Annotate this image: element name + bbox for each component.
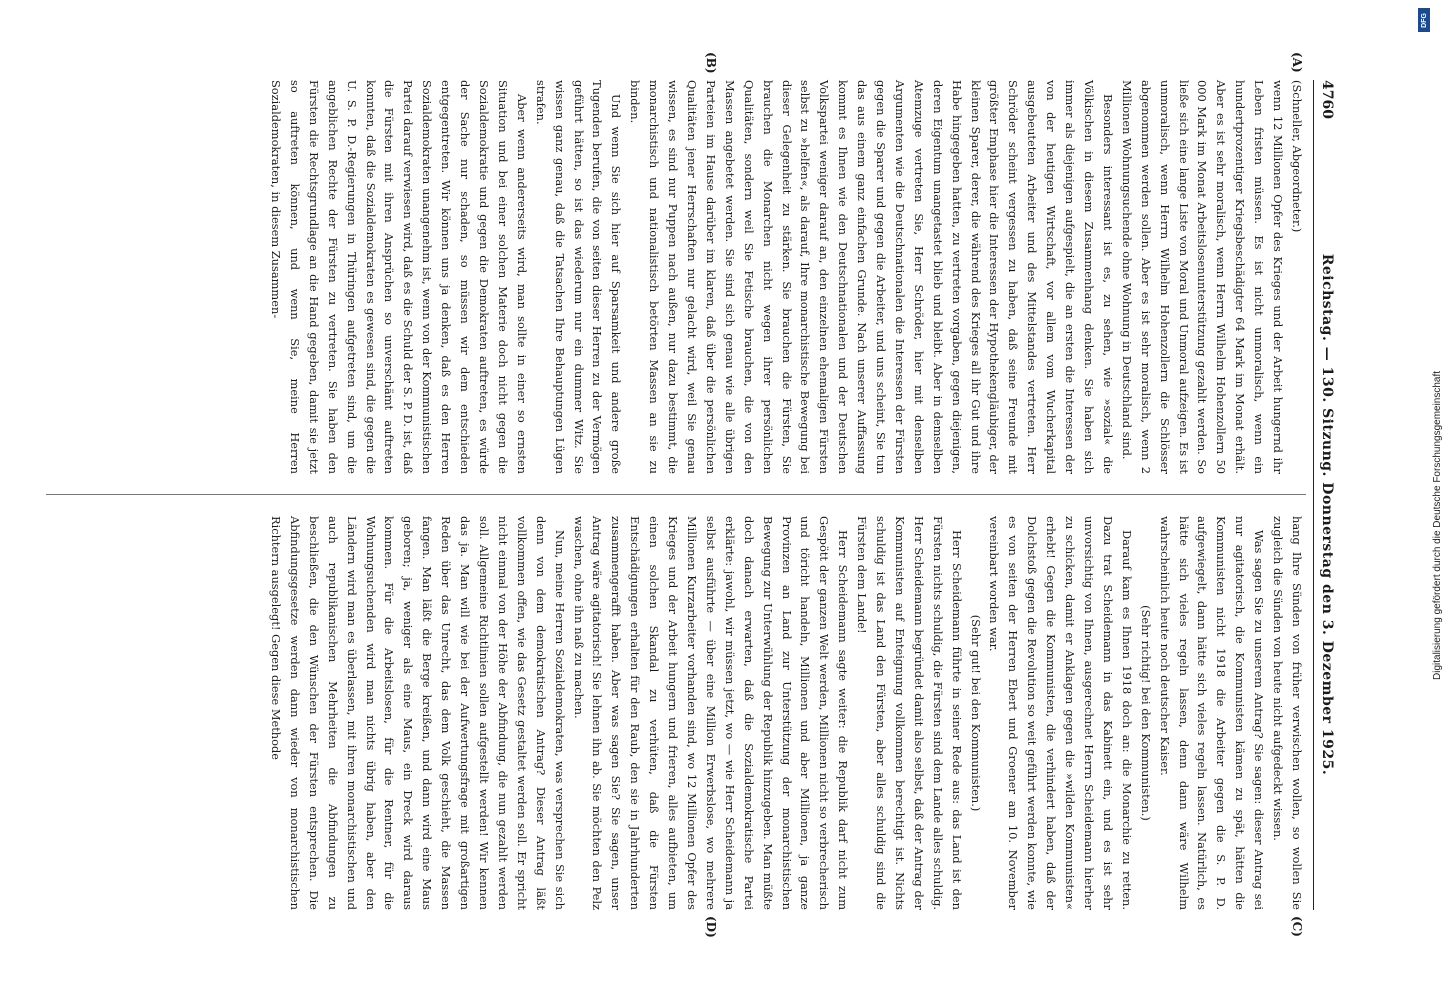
paragraph: Herr Scheidemann sagte weiter: die Republik darf nicht zum Gespött der ganzen Welt werden, Millionen nicht so verbrecherisch und töricht handeln, Millionen und aber Millionen, ja ganze Provinzen an Land zur Unterstützung der monarchistischen Bewegung zur Unterwühlung der Republik hinzugeben. Man müßte doch danach erwarten, daß die Sozialdemokratische Partei erklärte: jawohl, wir müssen jetzt, wo — wie Herr Scheidemann ja selbst ausführte — über eine Million Erwerbslose, wo mehrere Millionen Kurzarbeiter vorhanden sind, wo 12 Millionen Opfer des Krieges und der Arbeit hungern und frieren, alles aufbieten, um einen solchen Skandal zu verhüten, daß die Fürsten Entschädigungen erhalten für den Raub, den sie in Jahrhunderten zusammengerafft haben. Aber was sagen Sie? Sie sagen, unser Antrag wäre agitatorisch! Sie lehnen ihn ab. Sie möchten den Pelz waschen, ohne ihn naß zu machen. — [571, 516, 851, 910]
right-column — [46, 516, 1306, 910]
page-number: 4760 — [1319, 80, 1336, 119]
paragraph: Aber wenn andererseits wird, man sollte in einer so ernsten Situation und bei einer solchen Materie doch nicht gegen die Sozialdemokratie und gegen die Demokraten auftreten, es würde der Sache nur schaden, so müssen wir dem entschieden entgegentreten. Wir können uns ja denken, daß es den Herren Sozialdemokraten unangenehm ist, wenn von der Kommunistischen Partei darauf verwiesen wird, daß es die Schuld der S. P. D. ist, daß die Fürsten mit ihren Ansprüchen so unverschämt auftreten konnten, daß die Sozialdemokraten es gewesen sind, die gegen die U. S. P. D.-Regierungen in Thüringen aufgetreten sind, um die angeblichen Rechte der Fürsten zu vertreten. Sie haben den Fürsten die Rechtsgrundlage an die Hand gegeben, damit sie jetzt so auftreten können, und wenn Sie, meine Herren Sozialdemokraten, in diesem Zusammen- — [269, 80, 529, 474]
digitization-credit: Digitalisierung gefördert durch die Deutsche Forschungsgemeinschaft — [1432, 370, 1443, 680]
margin-marker-c: (C) — [1290, 916, 1304, 937]
margin-marker-b: (B) — [704, 52, 718, 74]
column-divider — [46, 494, 1306, 495]
paragraph: Und wenn Sie sich hier auf Sparsamkeit und andere große Tugenden berufen, die von seiten dieser Herren zu der Vermögen geführt hätten, so ist das wiederum nur ein dummer Witz. Sie wissen ganz genau, daß die Tatsachen Ihre Behauptungen Lügen strafen. — [533, 80, 624, 474]
dfg-logo: DFG — [1418, 8, 1430, 32]
paragraph: hang Ihre Sünden von früher verwischen wollen, so wollen Sie zugleich die Sünden von heute nicht aufgedeckt wissen. — [1271, 516, 1304, 910]
rotated-page-content — [30, 52, 1340, 938]
page-header — [1313, 80, 1340, 910]
page-title: Reichstag. — 130. Sitzung. Donnerstag den 3. Dezember 1925. — [1319, 253, 1336, 776]
paragraph: Was sagen Sie zu unserem Antrag? Sie sagen: dieser Antrag sei nur agitatorisch, die Kommunisten kämen zu spät, hätten die Kommunisten nicht 1918 die Arbeiter gegen die S. P. D. aufgewiegelt, dann hätte sich vieles regeln lassen. Natürlich, es hätte sich vieles regeln lassen, denn dann wäre Wilhelm wahrscheinlich heute noch deutscher Kaiser. — [1157, 516, 1267, 910]
left-column — [46, 80, 1306, 474]
interjection: (Sehr gut! bei den Kommunisten.) — [968, 614, 983, 812]
paragraph: wenn 12 Millionen Opfer des Krieges und der Arbeit hungernd ihr Leben fristen müssen. Es ist nicht unmoralisch, wenn ein hundertprozentiger Kriegsbeschädigter 64 Mark im Monat erhält. Aber es ist sehr moralisch, wenn Herrn Wilhelm Hohenzollern 50 000 Mark im Monat Arbeitslosenunterstützung gezahlt werden. So ließe sich eine lange Liste von Moral und Unmoral aufzeigen. Es ist unmoralisch, wenn Herrn Wilhelm Hohenzollern die Schlösser abgenommen werden sollen. Aber es ist sehr moralisch, wenn 2 Millionen Wohnungsuchende ohne Wohnung in Deutschland sind. — [1119, 80, 1286, 474]
margin-marker-a: (A) — [1290, 52, 1304, 73]
paragraph: Besonders interessant ist es, zu sehen, wie »sozial« die Völkischen in diesem Zusammenhang denken. Sie haben sich immer als diejenigen aufgespielt, die an ersten die Interessen der von der heutigen Wirtschaft, vor allem vom Wucherkapital ausgebeuteten Arbeiter und des Mittelstandes vertreten. Herr Schröder scheint vergessen zu haben, daß seine Freunde mit größter Emphase hier die Interessen der Hypothekengläubiger, der kleinen Sparer, derer, die während des Krieges all ihr Gut und ihre Habe hingegeben hatten, zu vertreten vorgaben, gegen diejenigen, deren Eigentum unangetastet blieb und bleibt. Aber in demselben Atemzuge vertreten Sie, Herr Schröder, hier mit denselben Argumenten wie die Deutschnationalen die Interessen der Fürsten gegen die Sparer und gegen die Arbeiter, und uns scheint, Sie tun das aus einem ganz einfachen Grunde. Nach unserer Auffassung kommt es Ihnen wie den Deutschnationalen und der Deutschen Volkspartei weniger darauf an, den einzelnen ehemaligen Fürsten selbst zu »helfen«, als darauf, Ihre monarchistische Bewegung bei dieser Gelegenheit zu stärken. Sie brauchen die Fürsten, Sie brauchen die Monarchen nicht wegen ihrer persönlichen Qualitäten, sondern weil Sie Fetische brauchen, die von den Massen angebetet werden. Sie sind sich genau wie alle übrigen Parteien im Hause darüber im klaren, daß über die persönlichen Qualitäten jener Herrschaften nur gelacht wird, weil Sie genau wissen, es sind nur Puppen nach außen, nur dazu bestimmt, die monarchistisch und nationalistisch betörten Massen an sie zu binden. — [628, 80, 1115, 474]
paragraph: Darauf kam es Ihnen 1918 doch an: die Monarchie zu retten. Dazu trat Scheidemann in das Kabinett ein, und es ist sehr unvorsichtig von Ihnen, ausgerechnet Herrn Scheidemann hierher zu schicken, damit er Anklagen gegen die »wilden Kommunisten« erhebt! Gegen die Kommunisten, die verhindert haben, daß der Dolchstoß gegen die Revolution so weit geführt werden konnte, wie es von seiten der Herren Ebert und Groener am 10. November vereinbart worden war. — [987, 516, 1134, 910]
speaker-line: (Schneller, Abgeordneter.) — [1290, 80, 1304, 233]
margin-marker-d: (D) — [704, 916, 718, 938]
interjection: (Sehr richtig! bei den Kommunisten.) — [1138, 605, 1153, 821]
paragraph: Herr Scheidemann führte in seiner Rede aus: das Land ist den Fürsten nichts schuldig, die Fürsten sind dem Lande alles schuldig. Herr Scheidemann begründet damit also selbst, daß der Antrag der Kommunisten auf Enteignung vollkommen berechtigt ist. Nichts schuldig ist das Land den Fürsten, aber alles schuldig sind die Fürsten dem Lande! — [855, 516, 964, 910]
paragraph: Nun, meine Herren Sozialdemokraten, was versprechen Sie sich denn von dem demokratischen Antrag? Dieser Antrag läßt vollkommen offen, wie das Gesetz gestaltet werden soll. Er spricht nicht einmal von der Höhe der Abfindung, die nun gezahlt werden soll. Allgemeine Richtlinien sollen aufgestellt werden! Wir kennen das ja. Man will wie bei der Aufwertungsfrage mit großartigen Reden über das Unrecht, das dem Volk geschieht, die Massen fangen. Man läßt die Berge kreißen, und dann wird eine Maus geboren; ja, weniger als eine Maus, ein Dreck wird daraus kommen. Für die Arbeitslosen, für die Rentner, für die Wohnungsuchenden wird man nichts übrig haben, aber den Ländern wird man es überlassen, mit ihren monarchistischen und auch republikanischen Mehrheiten die Abfindungen zu beschließen, die den Wünschen der Fürsten entsprechen. Die Abfindungsgesetze werden dann wieder von monarchistischen Richtern ausgelegt! Gegen diese Methode — [269, 516, 567, 910]
